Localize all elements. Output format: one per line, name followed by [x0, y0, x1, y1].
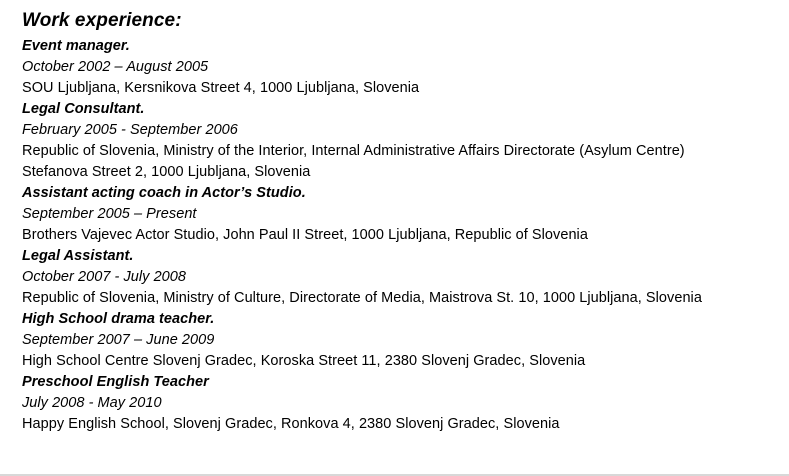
- job-location: SOU Ljubljana, Kersnikova Street 4, 1000 Ljubljana, Slovenia: [22, 80, 420, 96]
- experience-entry: [22, 372, 789, 435]
- experience-entry: [22, 99, 789, 183]
- job-employer: Republic of Slovenia, Ministry of the Interior, Internal Administrative Affairs Directorate (Asylum Centre): [22, 143, 685, 159]
- job-title: Legal Consultant.: [22, 101, 145, 117]
- job-dates: October 2007 - July 2008: [22, 269, 187, 285]
- job-dates: October 2002 – August 2005: [22, 59, 209, 75]
- job-dates: September 2007 – June 2009: [22, 332, 215, 348]
- experience-entry: [22, 309, 789, 372]
- page-title: Work experience:: [22, 10, 182, 31]
- job-location: High School Centre Slovenj Gradec, Koroska Street 11, 2380 Slovenj Gradec, Slovenia: [22, 353, 586, 369]
- job-title: Legal Assistant.: [22, 248, 134, 264]
- experience-entry: [22, 36, 789, 99]
- job-location: Republic of Slovenia, Ministry of Culture, Directorate of Media, Maistrova St. 10, 1000 Ljubljana, Slovenia: [22, 290, 702, 306]
- job-location: Stefanova Street 2, 1000 Ljubljana, Slovenia: [22, 164, 311, 180]
- experience-entry: [22, 183, 789, 246]
- job-location: Brothers Vajevec Actor Studio, John Paul II Street, 1000 Ljubljana, Republic of Slovenia: [22, 227, 588, 243]
- job-dates: July 2008 - May 2010: [22, 395, 162, 411]
- job-title: Event manager.: [22, 38, 130, 54]
- job-location: Happy English School, Slovenj Gradec, Ronkova 4, 2380 Slovenj Gradec, Slovenia: [22, 416, 560, 432]
- job-title: High School drama teacher.: [22, 311, 215, 327]
- job-title: Assistant acting coach in Actor’s Studio.: [22, 185, 306, 201]
- job-title: Preschool English Teacher: [22, 374, 209, 390]
- job-dates: February 2005 - September 2006: [22, 122, 238, 138]
- job-dates: September 2005 – Present: [22, 206, 197, 222]
- experience-entry: [22, 246, 789, 309]
